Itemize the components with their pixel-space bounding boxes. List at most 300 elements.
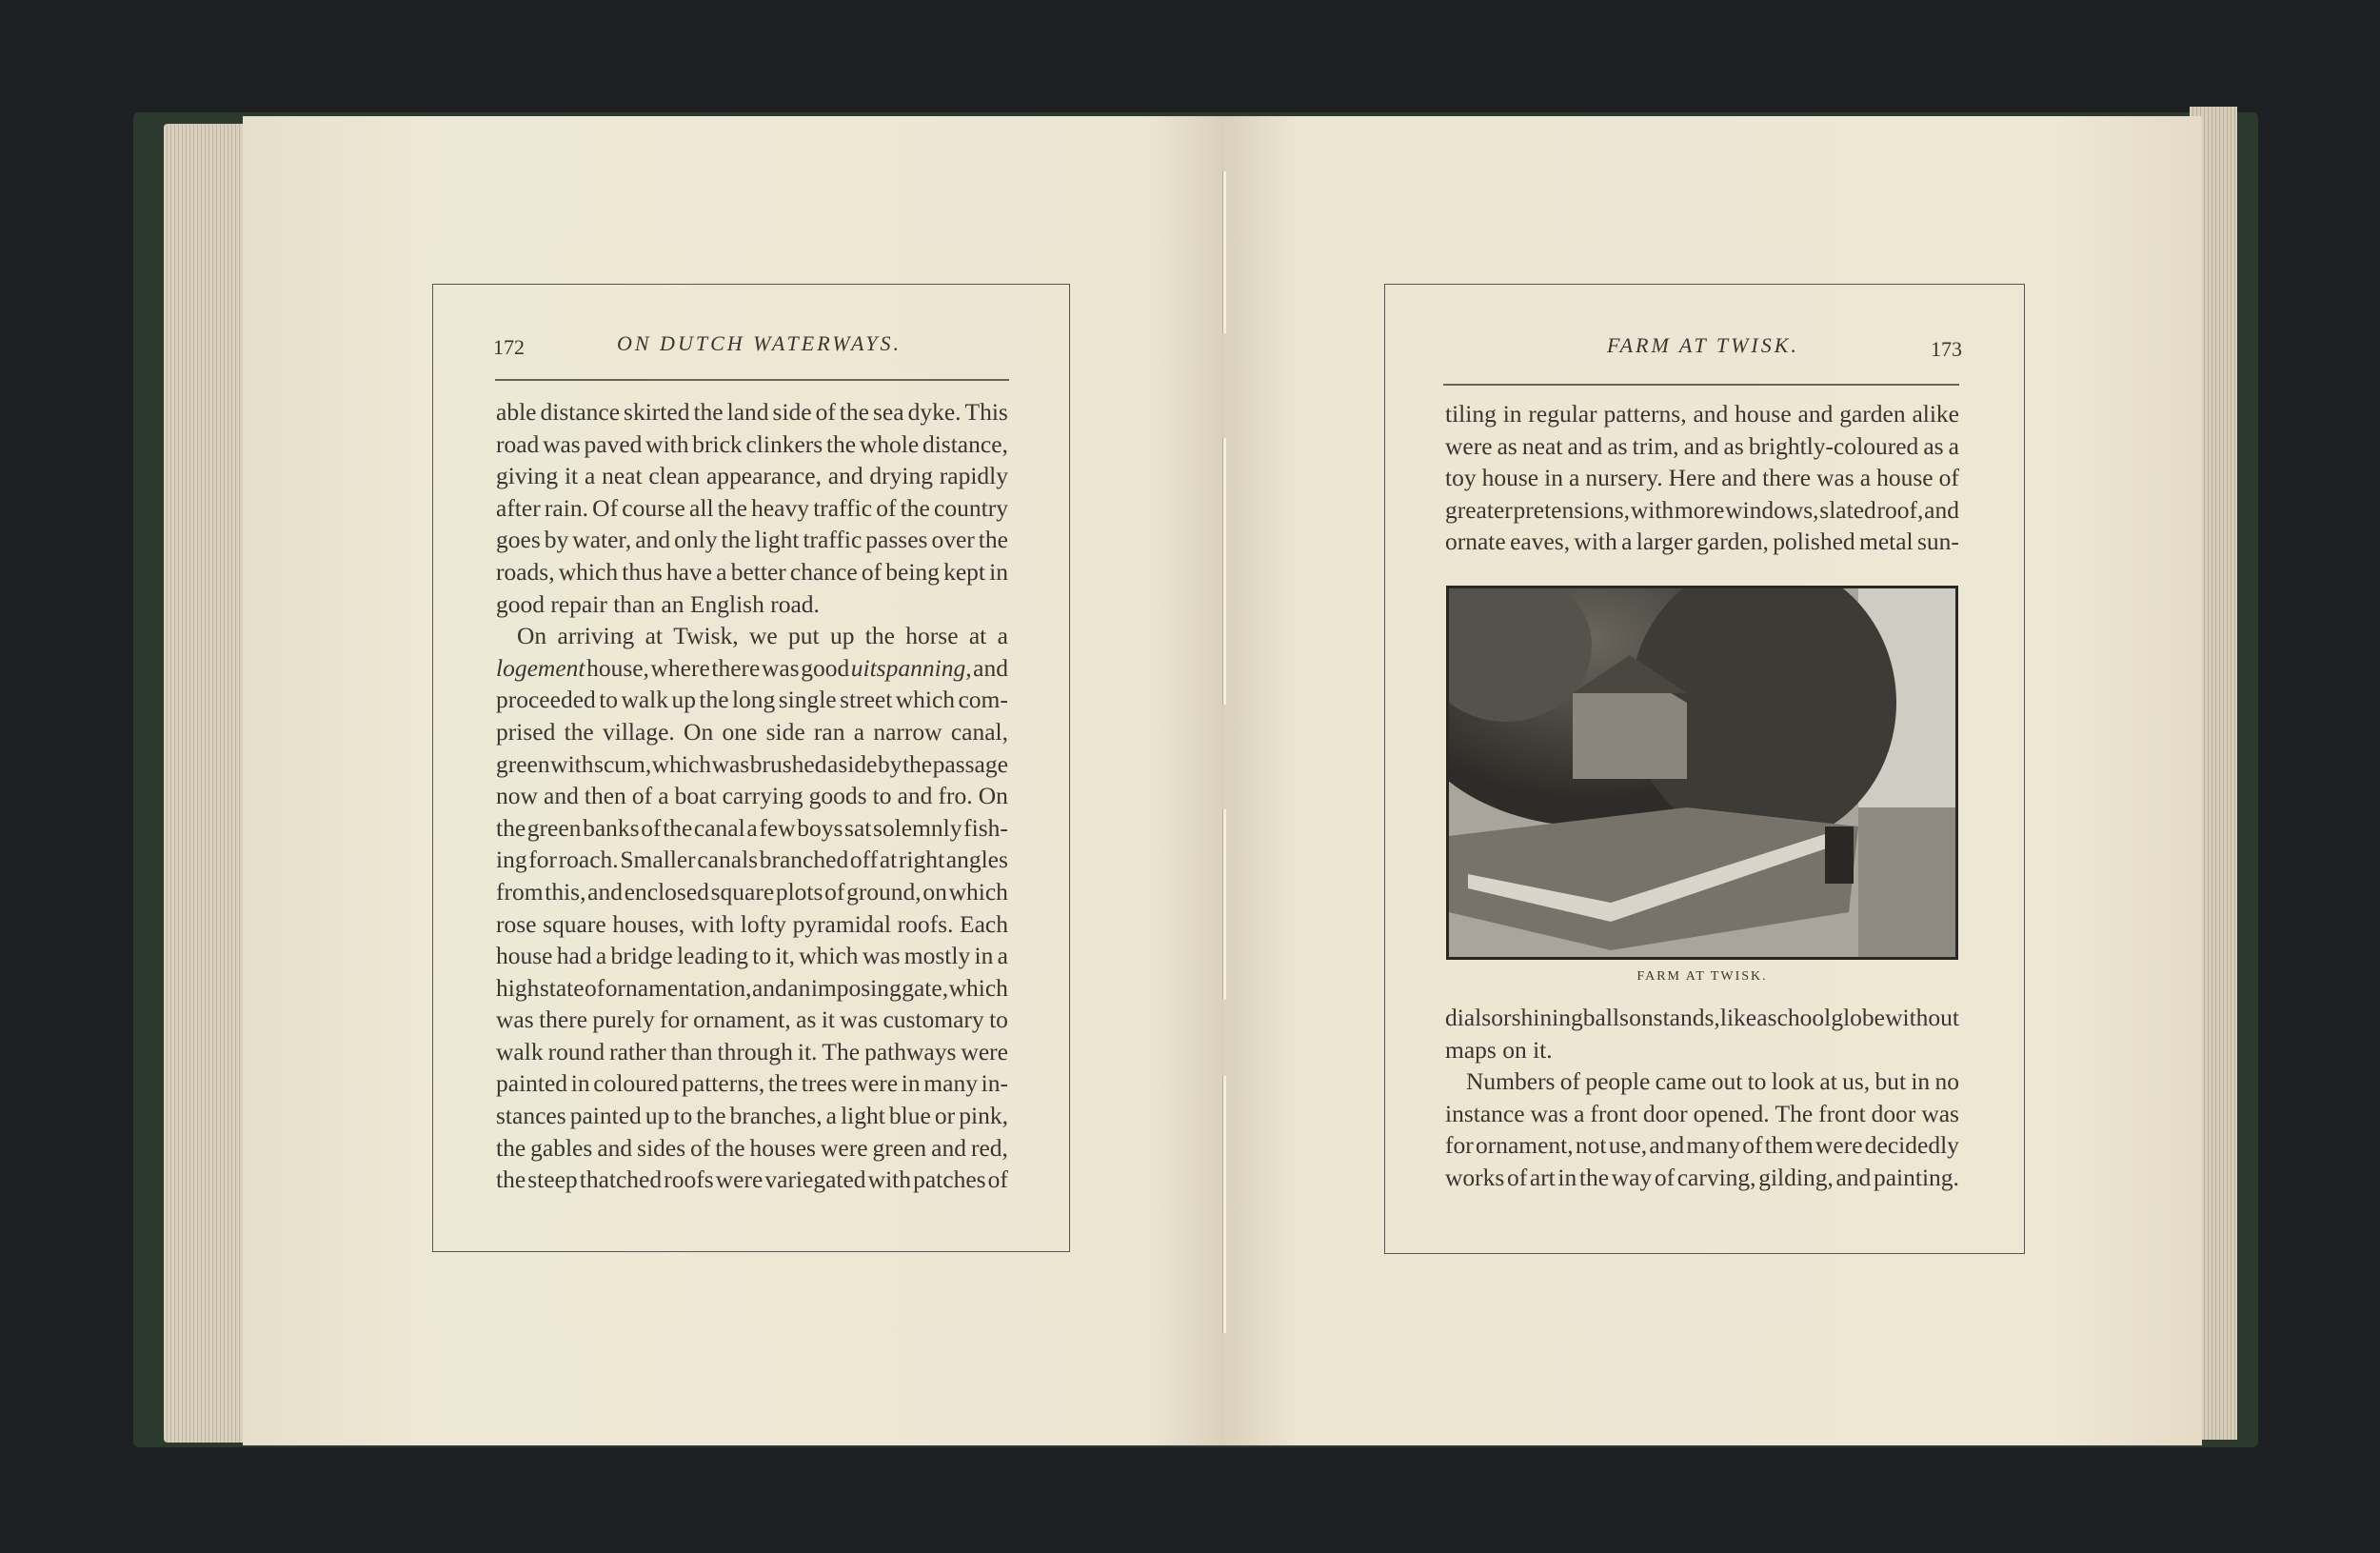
word: the [663,813,693,842]
word: ran [813,717,845,746]
word: alike [1912,400,1959,428]
word: to [1747,1067,1767,1096]
word: was [840,1005,879,1034]
word: globe [1831,1004,1885,1031]
word: stances [496,1102,566,1130]
word: after [496,493,541,522]
word: the [693,398,724,426]
word: in [570,1069,590,1098]
word: the [1578,1163,1610,1191]
word: were [1445,431,1493,460]
word: which [651,749,712,778]
word: gate, [902,973,949,1002]
word: stands, [1653,1004,1720,1031]
word: metal [1859,528,1914,556]
word: house [1876,464,1934,492]
word: appearance, [705,462,822,490]
word: painted [569,1102,642,1130]
word: a [658,782,669,810]
word: front [1818,1099,1866,1127]
word: light [841,1102,885,1130]
word: balls [1582,1004,1629,1031]
word: On [517,622,547,650]
page-edges-left [164,124,251,1443]
word: a [825,1102,837,1130]
word: painted [496,1069,568,1098]
word: as [1497,431,1517,460]
word: passes [865,526,928,554]
word: an [787,973,811,1002]
word: came [1655,1067,1707,1096]
text-line [496,1036,1008,1068]
word: polished [1773,528,1855,556]
farm-illustration [1446,586,1958,960]
word: with [645,429,689,458]
word: and [1649,1131,1685,1160]
word: goods [808,782,867,810]
word: bridge [610,942,673,970]
word: greater [1445,495,1513,524]
word: patches [913,1165,986,1194]
word: decidedly [1864,1131,1959,1160]
word: not [1575,1131,1607,1160]
word: arriving [557,622,635,650]
word: ing [496,846,527,874]
word: the [864,622,895,650]
word: larger [1636,528,1693,556]
word: and [1924,495,1959,524]
word: brightly-coloured [1748,431,1919,460]
text-line [1445,1002,1959,1034]
line-text: good repair than an English road. [496,589,820,618]
word: over [931,526,975,554]
text-line [496,620,1008,652]
right-body-text-bottom [1445,1002,1959,1194]
word: and [635,526,671,554]
word: door [1871,1099,1916,1127]
word: and [587,877,623,906]
word: able [496,398,537,426]
text-line [1445,1162,1959,1194]
word: and [597,1133,633,1162]
word: the [717,493,747,522]
word: opened. [1693,1099,1770,1127]
word: there [1762,464,1812,492]
word: angles [945,846,1008,874]
word: house, [586,653,649,682]
word: which [948,973,1008,1002]
word: distance [540,398,621,426]
word: than [670,1037,713,1065]
word: in [1911,1067,1931,1096]
text-line [1445,462,1959,494]
word: roofs. [897,909,954,938]
word: slated [1819,495,1876,524]
word: enclosed [624,877,709,906]
word: right [898,846,945,874]
text-line [496,876,1008,908]
text-line [496,1004,1008,1036]
word: walk [621,686,669,714]
word: to [673,1102,693,1130]
word: roof, [1876,495,1924,524]
word: square [710,877,775,906]
word: have [665,557,713,586]
word: clinkers [745,429,823,458]
text-line [496,940,1008,972]
word: On [978,782,1008,810]
word: patterns, [1603,400,1687,428]
word: of [690,1133,711,1162]
word: toy [1445,464,1477,492]
word: ornamentation, [605,973,752,1002]
word: and [1835,1163,1872,1191]
word: fro. [938,782,973,810]
word: as [1723,431,1744,460]
word: com- [958,686,1008,714]
word: customary [883,1005,984,1034]
word: was [862,942,901,970]
word: coloured [593,1069,679,1098]
word: on [1629,1004,1654,1031]
word: leading [676,942,748,970]
word: skirted [624,398,690,426]
word: at [645,622,663,650]
word: ground, [846,877,922,906]
word: thus [622,557,663,586]
word: with [1630,495,1675,524]
word: lofty [740,909,786,938]
word: no [1934,1067,1959,1096]
word: round [547,1037,605,1065]
word: the [699,686,729,714]
text-line [496,652,1008,685]
word: which [895,686,956,714]
word: the [496,1133,526,1162]
word: rather [609,1037,666,1065]
word: school [1767,1004,1832,1031]
word: put [788,622,820,650]
word: or [1491,1004,1512,1031]
word: variegated [764,1165,866,1194]
word: scum, [594,749,652,778]
word: pink, [959,1102,1008,1130]
word: gilding, [1758,1163,1834,1191]
word: dials [1445,1004,1492,1031]
word: of [876,493,897,522]
word: were [715,1165,764,1194]
word: red, [970,1133,1008,1162]
word: shining [1511,1004,1583,1031]
word: and [1683,431,1719,460]
word: the [496,1165,526,1194]
word: the [902,749,933,778]
word: were [961,1037,1008,1065]
word: branched [759,846,849,874]
word: was [1816,464,1854,492]
word: art [1529,1163,1556,1191]
text-line [1445,494,1959,527]
word: in [974,942,994,970]
word: the [496,813,526,842]
word: of [631,782,653,810]
word: people [1585,1067,1651,1096]
word: and [973,653,1008,682]
word: course [622,493,685,522]
word: roach. [558,846,619,874]
word: Each [960,909,1008,938]
word: the [715,1133,745,1162]
word: to [752,942,772,970]
illustration-caption: FARM AT TWISK. [1636,969,1768,984]
word: with [867,1165,911,1194]
text-line [1445,1034,1959,1066]
word: fish- [963,813,1008,842]
text-line [496,492,1008,525]
word: it [564,462,579,490]
word: The [1775,1099,1814,1127]
word: ornament, [1475,1131,1574,1160]
word: sat [844,813,872,842]
word: regular [1528,400,1597,428]
word: a [716,557,727,586]
word: trim, [1632,431,1679,460]
word: were [850,1069,899,1098]
header-rule [495,379,1009,381]
word: single [778,686,837,714]
word: horse [905,622,959,650]
word: from [496,877,544,906]
word: we [748,622,778,650]
word: us, [1842,1067,1871,1096]
word: and [751,973,787,1002]
word: in- [981,1069,1008,1098]
word: sea [873,398,904,426]
word: pathways [864,1037,957,1065]
word: traffic [813,493,873,522]
word: canals [697,846,759,874]
word: of [1742,1131,1763,1160]
word: green [872,1133,927,1162]
word: of [815,398,836,426]
word: passage [932,749,1008,778]
word: door [1642,1099,1688,1127]
word: which [948,877,1008,906]
word: few [759,813,796,842]
word: proceeded [496,686,596,714]
header-rule [1443,384,1959,386]
word: On [684,717,714,746]
word: and [1567,431,1603,460]
word: were [1815,1131,1863,1160]
word: of [1559,1067,1581,1096]
left-page-number: 172 [493,335,525,359]
text-line [496,716,1008,748]
word: up [645,1102,670,1130]
word: was [496,1005,534,1034]
word: village. [603,717,675,746]
word: side [772,398,812,426]
word: blue [888,1102,931,1130]
word: paved [584,429,643,458]
word: in [1544,464,1563,492]
word: were [820,1133,868,1162]
word: a [1569,464,1580,492]
word: sun- [1916,528,1959,556]
word: the [825,429,857,458]
word: canal [693,813,745,842]
word: of [987,1165,1008,1194]
word: roofs [664,1165,714,1194]
word: Smaller [620,846,696,874]
word: and [1721,464,1757,492]
word: the [696,1102,726,1130]
word: brushed [749,749,827,778]
word: pretensions, [1513,495,1631,524]
word: house [496,942,553,970]
text-line [496,908,1008,941]
word: street [840,686,893,714]
word: was [1530,1099,1569,1127]
word: it, [775,942,795,970]
word: imposing [810,973,902,1002]
word: more [1674,495,1725,524]
word: pyramidal [792,909,891,938]
text-line [496,972,1008,1005]
word: a [1756,1004,1768,1031]
word: traffic [803,526,863,554]
word: to [872,782,892,810]
word: a [1948,431,1959,460]
word: in [989,557,1008,586]
text-line [496,1100,1008,1132]
word: now [496,782,538,810]
word: and [1693,400,1729,428]
text-line [496,460,1008,492]
word: a [1621,528,1633,556]
text-line [1445,1098,1959,1130]
word: the [900,493,930,522]
word: at [1819,1067,1837,1096]
word: giving [496,462,559,490]
word: plots [775,877,823,906]
word: light [754,526,800,554]
word: land [726,398,769,426]
word: it. [797,1037,818,1065]
word: which [799,942,859,970]
word: uitspanning, [850,653,972,682]
word: there [711,653,761,682]
word: the [978,526,1008,554]
word: to [989,1005,1008,1034]
word: boat [674,782,717,810]
word: this, [545,877,586,906]
word: in [901,1069,921,1098]
word: brick [692,429,743,458]
word: as [1607,431,1628,460]
word: long [731,686,776,714]
text-line [496,588,1008,621]
word: clean [648,462,701,490]
word: gables [530,1133,593,1162]
word: walk [496,1037,544,1065]
word: Numbers [1466,1067,1556,1096]
word: square [543,909,606,938]
text-line [1445,1065,1959,1098]
word: painting. [1873,1163,1959,1191]
word: whole [859,429,920,458]
word: with [690,909,735,938]
word: on [922,877,947,906]
word: distance, [922,429,1008,458]
word: roads, [496,557,555,586]
text-line [496,812,1008,845]
word: as [796,1005,817,1034]
word: neat [1521,431,1563,460]
word: logement [496,653,585,682]
word: and [1797,400,1834,428]
word: prised [496,717,556,746]
word: by [544,526,569,554]
left-running-head: ON DUTCH WATERWAYS. [617,331,902,355]
word: heavy [751,493,809,522]
binding-stitch [1222,1076,1226,1333]
word: boys [797,813,843,842]
word: aside [827,749,878,778]
text-line [496,1067,1008,1100]
word: water, [572,526,632,554]
word: chance [789,557,858,586]
word: as [1923,431,1944,460]
word: of [585,973,605,1002]
word: without [1885,1004,1959,1031]
word: front [1590,1099,1637,1127]
word: but [1874,1067,1907,1096]
word: was [543,429,581,458]
word: branches, [729,1102,823,1130]
word: Twisk, [673,622,739,650]
word: nursery. [1585,464,1663,492]
word: dyke. [907,398,962,426]
word: ornate [1445,528,1506,556]
word: by [877,749,902,778]
text-line [496,428,1008,461]
word: of [861,557,883,586]
word: the [767,1069,799,1098]
word: up [671,686,696,714]
word: through [717,1037,793,1065]
word: rain. [544,493,588,522]
text-line [496,524,1008,556]
word: one [722,717,758,746]
word: sides [637,1133,686,1162]
word: many [923,1069,978,1098]
word: the [839,398,869,426]
word: tiling [1445,400,1497,428]
word: better [730,557,786,586]
word: in [1557,1163,1577,1191]
word: This [964,398,1008,426]
word: of [824,877,845,906]
word: and [544,782,579,810]
word: solemnly [872,813,962,842]
line-text: maps on it. [1445,1035,1553,1064]
word: was [711,749,750,778]
word: green [496,749,550,778]
word: there [539,1005,588,1034]
word: Here [1668,464,1716,492]
word: a [746,813,758,842]
